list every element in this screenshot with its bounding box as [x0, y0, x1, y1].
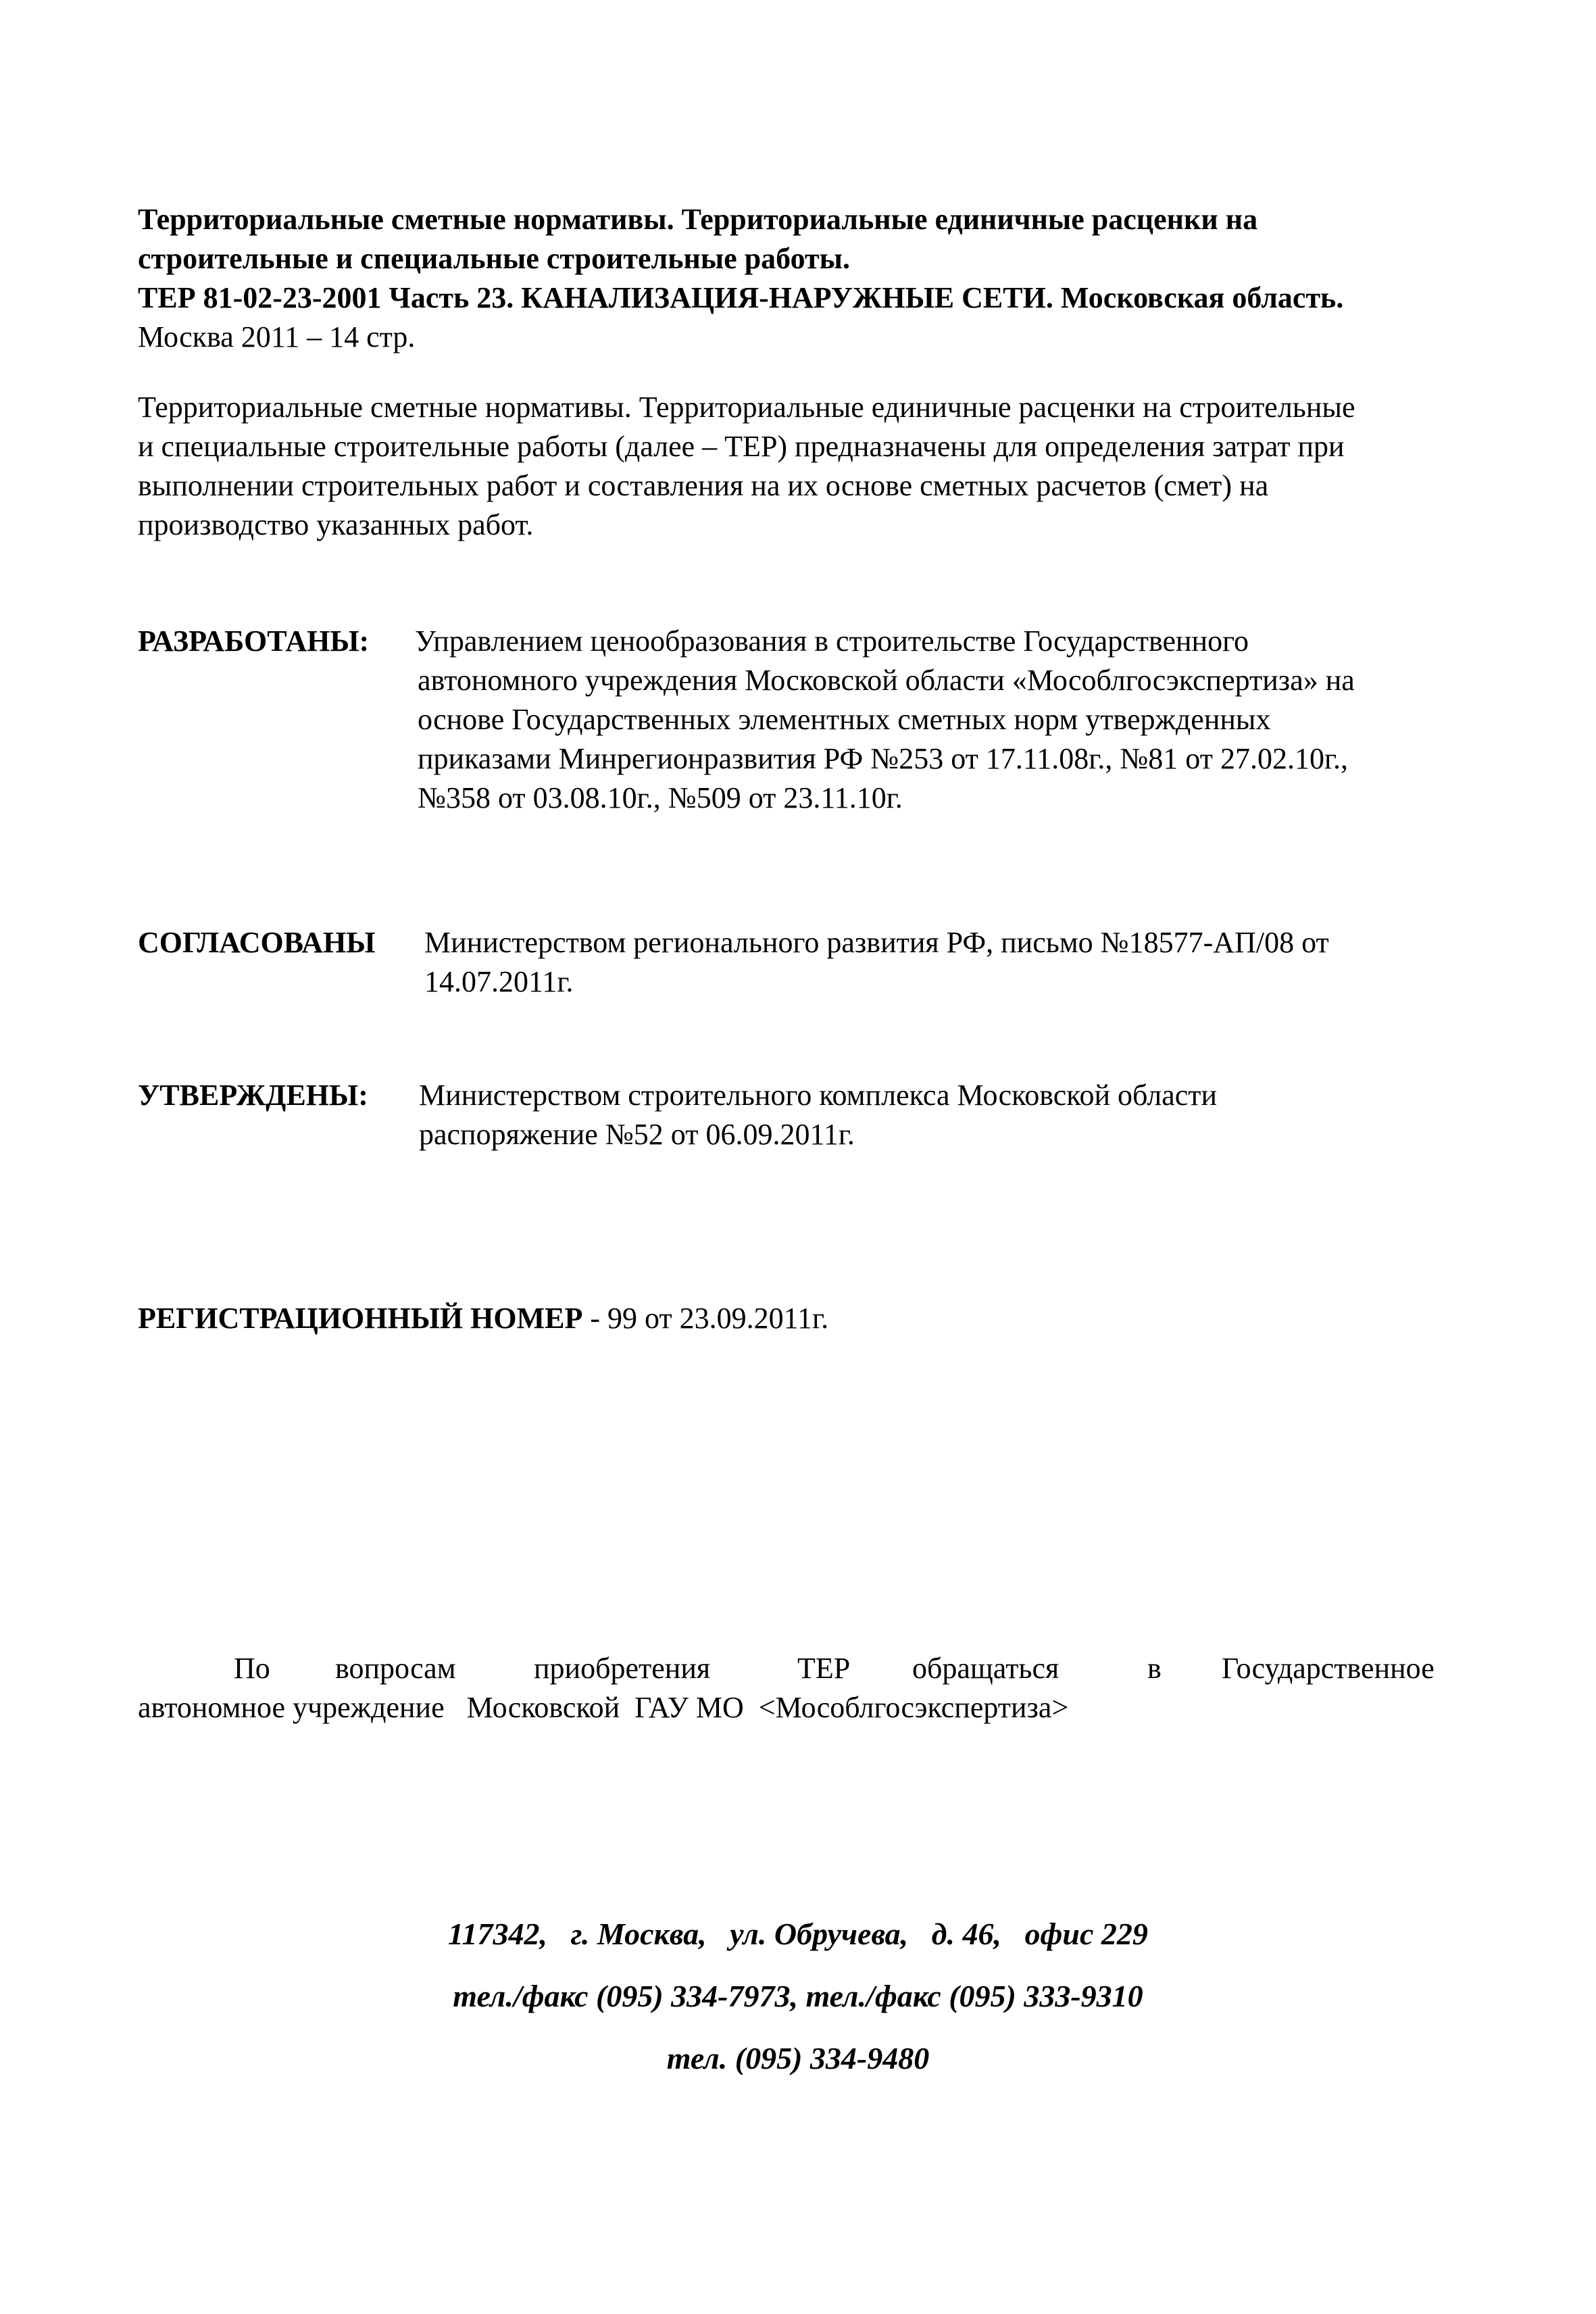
inquiries-word-3: приобретения	[534, 1652, 711, 1685]
inquiries-word-1: По	[234, 1652, 270, 1685]
header-place-year: Москва 2011 – 14 стр.	[138, 320, 416, 353]
developed-line-5: №358 от 03.08.10г., №509 от 23.11.10г.	[418, 781, 903, 814]
developed-text	[415, 622, 1249, 661]
developed-line-1: Управлением ценообразования в строительстве Государственного	[415, 624, 1249, 658]
intro-paragraph	[138, 388, 1496, 545]
developed-label: РАЗРАБОТАНЫ:	[138, 624, 370, 658]
developed-line-4: приказами Минрегионразвития РФ №253 от 17.11.08г., №81 от 27.02.10г.,	[418, 742, 1349, 775]
inquiries-line-2: автономное учреждение Московской ГАУ МО <Мособлгосэкспертиза>	[138, 1691, 1069, 1724]
header-title-line-1: Территориальные сметные нормативы. Территориальные единичные расценки на	[138, 203, 1258, 236]
intro-line-4: производство указанных работ.	[138, 508, 534, 541]
agreed-line-1: Министерством регионального развития РФ, письмо №18577-АП/08 от	[424, 926, 1329, 959]
approved-text	[419, 1076, 1217, 1154]
approved-label: УТВЕРЖДЕНЫ:	[138, 1079, 368, 1112]
agreed-line-2: 14.07.2011г.	[424, 965, 574, 998]
registration-value: - 99 от 23.09.2011г.	[590, 1302, 829, 1335]
agreed-label: СОГЛАСОВАНЫ	[138, 926, 376, 959]
agreed-text	[424, 923, 1329, 1002]
developed-line-3: основе Государственных элементных сметных норм утвержденных	[418, 703, 1271, 736]
approved-line-2: распоряжение №52 от 06.09.2011г.	[419, 1118, 855, 1151]
inquiries-word-2: вопросам	[335, 1652, 456, 1685]
header-title-line-2: строительные и специальные строительные работы.	[138, 242, 850, 275]
intro-line-3: выполнении строительных работ и составления на их основе сметных расчетов (смет) на	[138, 469, 1269, 502]
phone-fax-line: тел./факс (095) 334-7973, тел./факс (095) 333-9310	[453, 1979, 1143, 2013]
intro-line-2: и специальные строительные работы (далее – ТЕР) предназначены для определения затрат при	[138, 430, 1345, 463]
header-code-line: ТЕР 81-02-23-2001 Часть 23. КАНАЛИЗАЦИЯ-НАРУЖНЫЕ СЕТИ. Московская область.	[138, 281, 1344, 314]
inquiries-word-7: Государственное	[1222, 1652, 1435, 1685]
developed-line-2: автономного учреждения Московской области «Мособлгосэкспертиза» на	[418, 664, 1355, 697]
inquiries-word-4: ТЕР	[797, 1652, 851, 1685]
phone-block	[0, 1976, 1596, 2017]
phone-line: тел. (095) 334-9480	[666, 2041, 930, 2075]
address-line: 117342, г. Москва, ул. Обручева, д. 46, офис 229	[448, 1917, 1148, 1951]
phone-block-2	[0, 2038, 1596, 2079]
document-header	[138, 200, 1503, 357]
registration-label: РЕГИСТРАЦИОННЫЙ НОМЕР	[138, 1302, 583, 1335]
address-block	[0, 1914, 1596, 1954]
developed-text-cont	[418, 661, 1355, 818]
intro-line-1: Территориальные сметные нормативы. Территориальные единичные расценки на строительные	[138, 391, 1355, 424]
approved-line-1: Министерством строительного комплекса Московской области	[419, 1079, 1218, 1112]
inquiries-word-6: в	[1147, 1652, 1162, 1685]
registration-line	[138, 1299, 828, 1338]
inquiries-word-5: обращаться	[912, 1652, 1059, 1685]
